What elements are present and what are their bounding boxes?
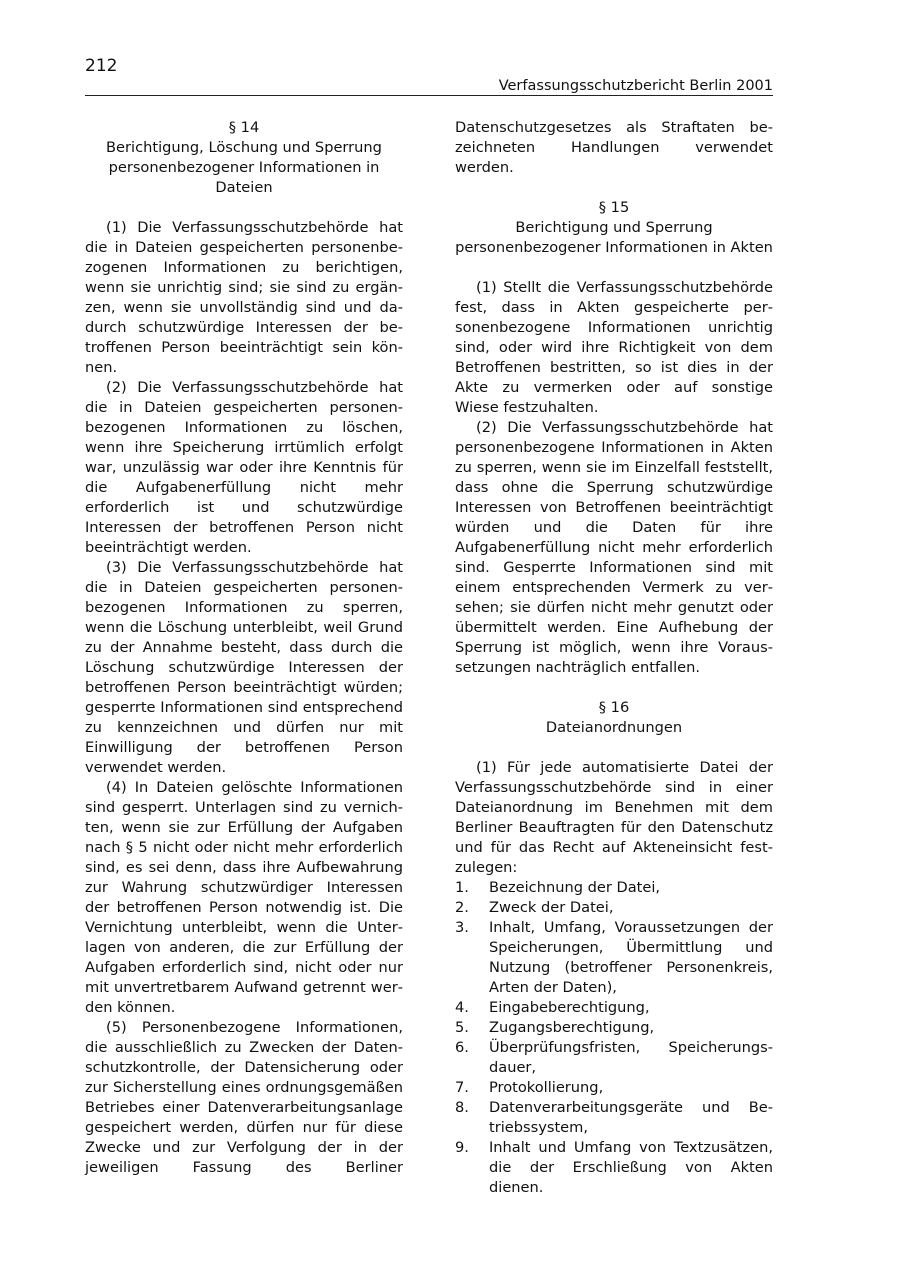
list-item-number: 2. — [455, 899, 469, 916]
section-14-paragraph-4: (4) In Dateien gelöschte Informationen sind gesperrt. Unterlagen sind zu vernichten, wenn sie zur Erfüllung der Aufgaben nach § 5 nicht oder nicht mehr erforderlich sind, es sei denn, dass ihre Aufbewahrung zur Wahrung schutzwürdiger Interessen der betroffenen Person notwendig ist. Die Vernichtung unterbleibt, wenn die Unterlagen von anderen, die zur Erfüllung der Aufgaben erforderlich sind, nicht oder nur mit unvertretbarem Aufwand getrennt werden können. — [85, 779, 403, 1016]
list-item — [455, 1098, 773, 1138]
list-item-number: 7. — [455, 1079, 469, 1096]
section-14-title: Berichtigung, Löschung und Sperrung personenbezogener Informationen in Dateien — [106, 139, 382, 196]
section-14-paragraph-2: (2) Die Verfassungsschutzbehörde hat die in Dateien gespeicherten personenbezogenen Informationen zu löschen, wenn ihre Speicherung irrtümlich erfolgt war, unzulässig war oder ihre Kenntnis für die Aufgabenerfüllung nicht mehr erforderlich ist und schutzwürdige Interessen der betroffenen Person nicht beeinträchtigt werden. — [85, 379, 403, 556]
section-14-paragraph-5: (5) Personenbezogene Informationen, die ausschließlich zu Zwecken der Datenschutzkontrolle, der Datensicherung oder zur Sicherstellung eines ordnungsgemäßen Betriebes einer Datenverarbeitungsanlage gespeichert werden, dürfen nur für diese Zwecke und zur Verfolgung der in der jeweiligen Fassung des Berliner — [85, 1019, 403, 1176]
list-item-number: 5. — [455, 1019, 469, 1036]
section-16-intro: (1) Für jede automatisierte Datei der Verfassungsschutzbehörde sind in einer Dateianordnung im Benehmen mit dem Berliner Beauftragten für den Datenschutz und für das Recht auf Akteneinsicht festzulegen: — [455, 759, 773, 876]
list-item — [455, 918, 773, 998]
list-item-text: Inhalt und Umfang von Textzusätzen, die der Erschließung von Akten dienen. — [489, 1139, 773, 1196]
section-16-list — [455, 878, 773, 1198]
list-item-text: Zugangsberechtigung, — [489, 1019, 655, 1036]
list-item-number: 9. — [455, 1139, 469, 1156]
section-16-title: Dateianordnungen — [545, 719, 683, 736]
section-16-number: § 16 — [598, 699, 630, 716]
list-item-text: Zweck der Datei, — [489, 899, 614, 916]
list-item-number: 8. — [455, 1099, 469, 1116]
list-item-text: Datenverarbeitungsgeräte und Betriebssystem, — [489, 1099, 773, 1136]
header-rule — [85, 95, 773, 96]
list-item-text: Bezeichnung der Datei, — [489, 879, 661, 896]
section-15-heading — [455, 198, 773, 258]
list-item-text: Protokollierung, — [489, 1079, 604, 1096]
list-item — [455, 1138, 773, 1198]
list-item — [455, 998, 773, 1018]
section-14-number: § 14 — [228, 119, 260, 136]
section-15-paragraph-2: (2) Die Verfassungsschutzbehörde hat personenbezogene Informationen in Akten zu sperren, wenn sie im Einzelfall feststellt, dass ohne die Sperrung schutzwürdige Interessen von Betroffenen beeinträchtigt würden und die Daten für ihre Aufgabenerfüllung nicht mehr erforderlich sind. Gesperrte Informationen sind mit einem entsprechenden Vermerk zu versehen; sie dürfen nicht mehr genutzt oder übermittelt werden. Eine Aufhebung der Sperrung ist möglich, wenn ihre Voraussetzungen nachträglich entfallen. — [455, 419, 773, 676]
list-item — [455, 898, 773, 918]
running-header: Verfassungsschutzbericht Berlin 2001 — [498, 78, 773, 94]
list-item-text: Überprüfungsfristen, Speicherungsdauer, — [489, 1039, 773, 1076]
list-item — [455, 1078, 773, 1098]
left-column — [85, 118, 403, 1178]
list-item-text: Inhalt, Umfang, Voraussetzungen der Speicherungen, Übermittlung und Nutzung (betroffener Personenkreis, Arten der Daten), — [489, 919, 773, 996]
section-15-number: § 15 — [598, 199, 630, 216]
list-item-text: Eingabeberechtigung, — [489, 999, 650, 1016]
section-14-heading — [85, 118, 403, 198]
section-14-paragraph-5-continuation: Datenschutzgesetzes als Straftaten bezeichneten Handlungen verwendet werden. — [455, 119, 773, 176]
right-column — [455, 118, 773, 1198]
list-item-number: 6. — [455, 1039, 469, 1056]
section-14-paragraph-1: (1) Die Verfassungsschutzbehörde hat die in Dateien gespeicherten personenbezogenen Informationen zu berichtigen, wenn sie unrichtig sind; sie sind zu ergänzen, wenn sie unvollständig sind und dadurch schutzwürdige Interessen der betroffenen Person beeinträchtigt sein können. — [85, 219, 403, 376]
list-item-number: 3. — [455, 919, 469, 936]
section-16-heading — [455, 698, 773, 738]
section-14-paragraph-3: (3) Die Verfassungsschutzbehörde hat die in Dateien gespeicherten personenbezogenen Informationen zu sperren, wenn die Löschung unterbleibt, weil Grund zu der Annahme besteht, dass durch die Löschung schutzwürdige Interessen der betroffenen Person beeinträchtigt würden; gesperrte Informationen sind entsprechend zu kennzeichnen und dürfen nur mit Einwilligung der betroffenen Person verwendet werden. — [85, 559, 403, 776]
list-item-number: 4. — [455, 999, 469, 1016]
section-15-paragraph-1: (1) Stellt die Verfassungsschutzbehörde fest, dass in Akten gespeicherte personenbezogene Informationen unrichtig sind, oder wird ihre Richtigkeit von dem Betroffenen bestritten, so ist dies in der Akte zu vermerken oder auf sonstige Wiese festzuhalten. — [455, 279, 773, 416]
list-item — [455, 1038, 773, 1078]
section-15-title: Berichtigung und Sperrung personenbezogener Informationen in Akten — [455, 219, 773, 256]
page-number: 212 — [85, 56, 118, 76]
list-item-number: 1. — [455, 879, 469, 896]
list-item — [455, 878, 773, 898]
list-item — [455, 1018, 773, 1038]
